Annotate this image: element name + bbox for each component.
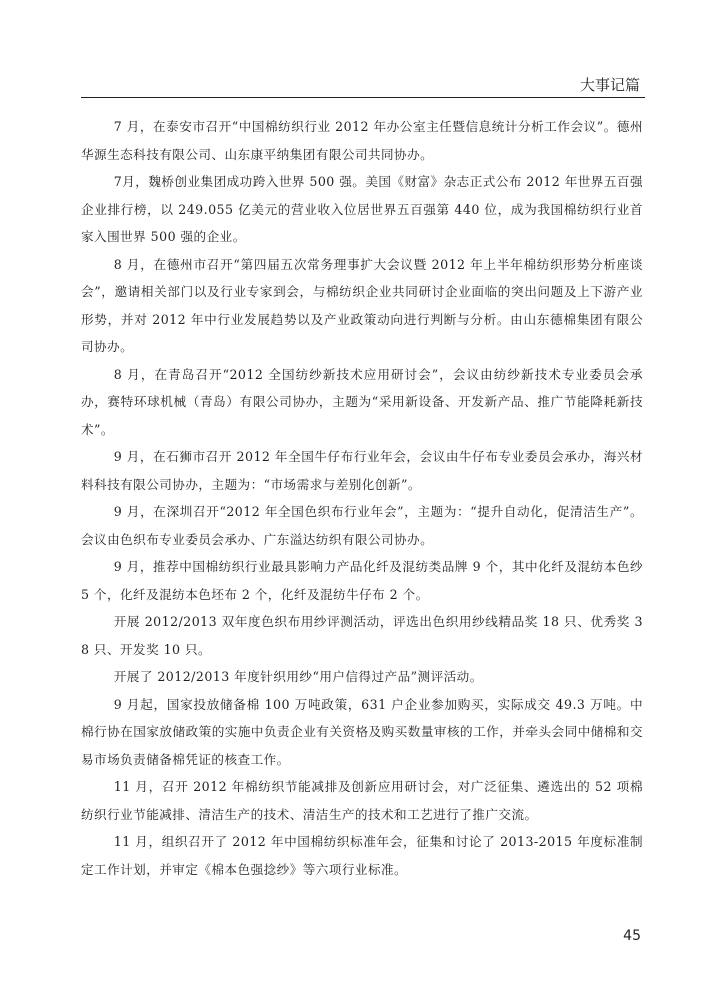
chronicle-entry: 9 月，推荐中国棉纺织行业最具影响力产品化纤及混纺类品牌 9 个，其中化纤及混纺本色纱 5 个，化纤及混纺本色坯布 2 个，化纤及混纺牛仔布 2 个。 bbox=[81, 559, 643, 602]
chronicle-entry: 9 月起，国家投放储备棉 100 万吨政策，631 户企业参加购买，实际成交 49.3 万吨。中棉行协在国家放储政策的实施中负责企业有关资格及购买数量审核的工作，并牵头会同中储棉和交易市场负责储备棉凭证的核查工作。 bbox=[81, 696, 643, 767]
chronicle-entry: 开展了 2012/2013 年度针织用纱“用户信得过产品”测评活动。 bbox=[113, 669, 483, 684]
chronicle-entry: 8 月，在德州市召开“第四届五次常务理事扩大会议暨 2012 年上半年棉纺织形势分析座谈会”，邀请相关部门以及行业专家到会，与棉纺织企业共同研讨企业面临的突出问题及上下游产业形势，并对 2012 年中行业发展趋势以及产业政策动向进行判断与分析。由山东德棉集团有限公司协办。 bbox=[81, 256, 643, 354]
chronicle-entry: 11 月，组织召开了 2012 年中国棉纺织标准年会，征集和讨论了 2013-2015 年度标准制定工作计划，并审定《棉本色强捻纱》等六项行业标准。 bbox=[81, 834, 643, 877]
section-title: 大事记篇 bbox=[579, 76, 640, 94]
header-divider bbox=[81, 97, 645, 98]
chronicle-entry: 8 月，在青岛召开“2012 全国纺纱新技术应用研讨会”，会议由纺纱新技术专业委员会承办，赛特环球机械（青岛）有限公司协办，主题为“采用新设备、开发新产品、推广节能降耗新技术”。 bbox=[81, 366, 643, 437]
chronicle-entry: 开展 2012/2013 双年度色织布用纱评测活动，评选出色织用纱线精品奖 18 只、优秀奖 38 只、开发奖 10 只。 bbox=[81, 614, 643, 657]
chronicle-entry: 11 月，召开 2012 年棉纺织节能减排及创新应用研讨会，对广泛征集、遴选出的 52 项棉纺织行业节能减排、清洁生产的技术、清洁生产的技术和工艺进行了推广交流。 bbox=[81, 779, 643, 822]
chronicle-entry: 7月，魏桥创业集团成功跨入世界 500 强。美国《财富》杂志正式公布 2012 年世界五百强企业排行榜，以 249.055 亿美元的营业收入位居世界五百强第 440 位，成为我国棉纺织行业首家入围世界 500 强的企业。 bbox=[81, 174, 643, 244]
page-number: 45 bbox=[623, 928, 641, 944]
chronicle-entry: 9 月，在深圳召开“2012 年全国色织布行业年会”，主题为：“提升自动化，促清洁生产”。会议由色织布专业委员会承办、广东溢达纺织有限公司协办。 bbox=[81, 504, 643, 547]
chronicle-entry: 7 月，在泰安市召开“中国棉纺织行业 2012 年办公室主任暨信息统计分析工作会议”。德州华源生态科技有限公司、山东康平纳集团有限公司共同协办。 bbox=[81, 119, 643, 162]
chronicle-entry: 9 月，在石狮市召开 2012 年全国牛仔布行业年会，会议由牛仔布专业委员会承办，海兴材料科技有限公司协办，主题为：“市场需求与差别化创新”。 bbox=[81, 449, 643, 492]
chronicle-body bbox=[81, 113, 643, 883]
